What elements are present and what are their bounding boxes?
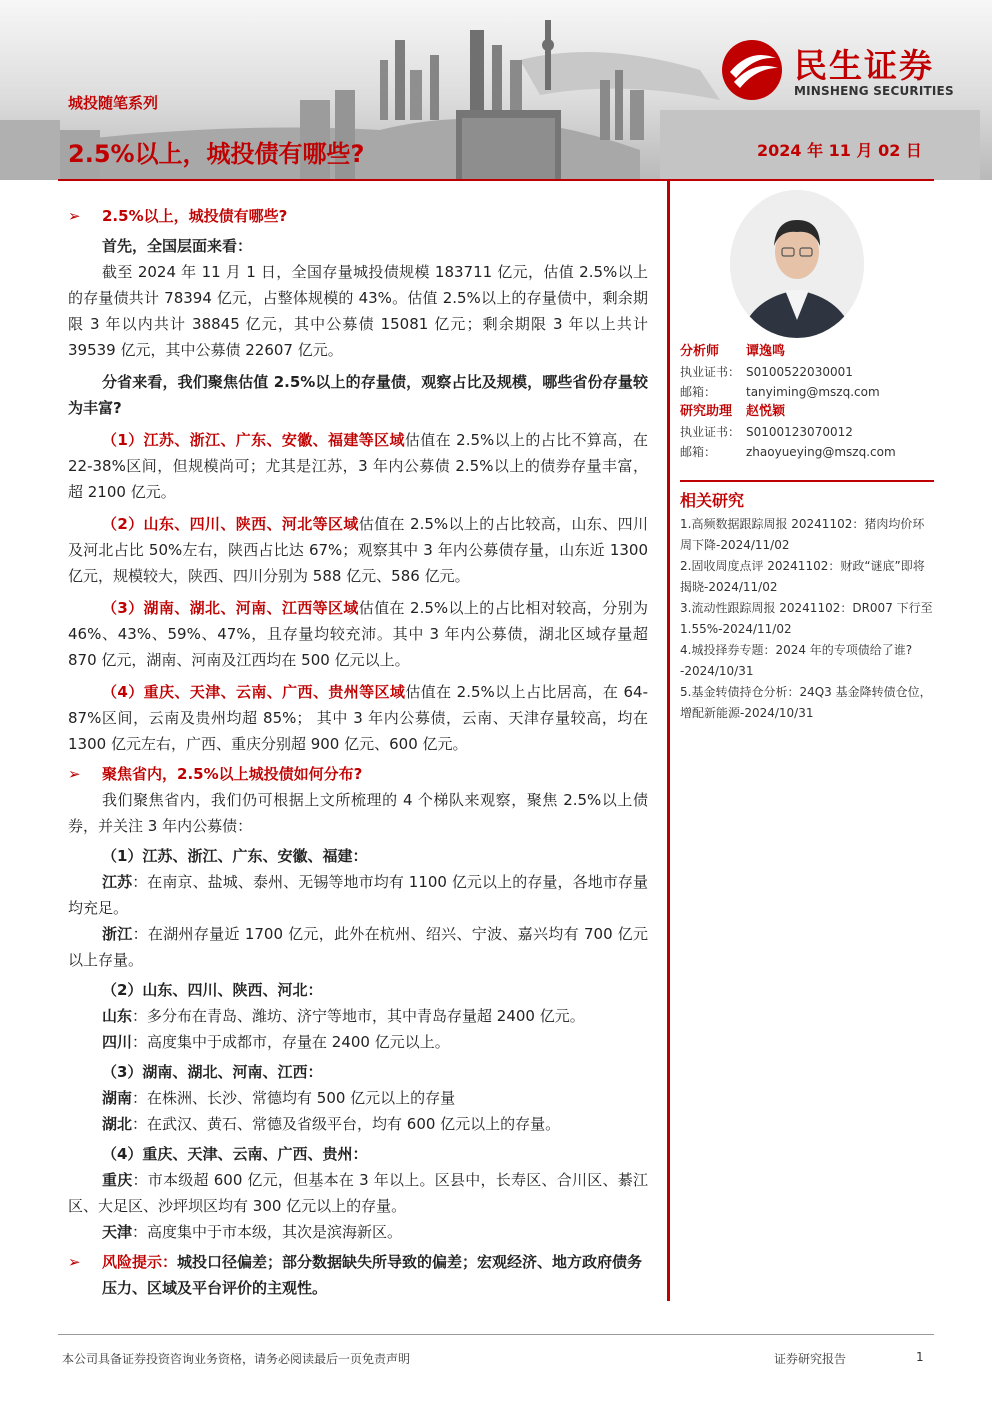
analyst-cert-row <box>680 362 934 382</box>
risk-warning: ➢ 风险提示：城投口径偏差；部分数据缺失所导致的偏差；宏观经济、地方政府债务压力、区域及平台评价的主观性。 <box>68 1249 648 1301</box>
subheading-tier-2: （2）山东、四川、陕西、河北： <box>102 981 323 999</box>
analyst-name: 谭逸鸣 <box>746 344 786 359</box>
analyst-info <box>680 342 934 462</box>
subheading-tier-3: （3）湖南、湖北、河南、江西： <box>102 1063 323 1081</box>
analyst-photo <box>730 190 864 338</box>
paragraph-hunan: 湖南：在株洲、长沙、常德均有 500 亿元以上的存量 <box>102 1089 456 1107</box>
footer-divider <box>58 1334 934 1335</box>
paragraph-sichuan: 四川：高度集中于成都市，存量在 2400 亿元以上。 <box>102 1033 450 1051</box>
related-research-title: 相关研究 <box>680 491 745 510</box>
logo-mark-icon <box>720 38 788 106</box>
assistant-cert-row <box>680 422 934 442</box>
footer-disclaimer: 本公司具备证券投资咨询业务资格，请务必阅读最后一页免责声明 <box>62 1352 411 1366</box>
header-divider <box>58 179 934 181</box>
logo-english-name: MINSHENG SECURITIES <box>794 84 954 98</box>
report-date: 2024 年 11 月 02 日 <box>757 141 922 160</box>
analyst-email-row <box>680 382 934 402</box>
analyst-row <box>680 342 934 362</box>
sidebar-divider <box>680 480 934 482</box>
paragraph-tianjin: 天津：高度集中于市本级，其次是滨海新区。 <box>102 1223 403 1241</box>
assistant-role: 研究助理 <box>680 404 733 419</box>
main-content <box>68 203 648 1301</box>
footer-report-type: 证券研究报告 <box>774 1352 847 1366</box>
email-label: 邮箱： <box>680 385 717 399</box>
assistant-cert: S0100123070012 <box>746 425 853 439</box>
paragraph-group-4: （4）重庆、天津、云南、广西、贵州等区域估值在 2.5%以上占比居高，在 64-87%区间，云南及贵州均超 85%； 其中 3 年内公募债，云南、天津存量较高，均在 1300 亿元左右，广西、重庆分别超 900 亿元、600 亿元。 <box>68 683 648 753</box>
analyst-role: 分析师 <box>680 344 720 359</box>
analyst-portrait-image <box>730 190 864 338</box>
paragraph-jiangsu: 江苏：在南京、盐城、泰州、无锡等地市均有 1100 亿元以上的存量，各地市存量均充足。 <box>68 873 648 917</box>
paragraph-shandong: 山东：多分布在青岛、潍坊、济宁等地市，其中青岛存量超 2400 亿元。 <box>102 1007 585 1025</box>
analyst-cert: S0100522030001 <box>746 365 853 379</box>
paragraph-province-intro: 分省来看，我们聚焦估值 2.5%以上的存量债，观察占比及规模，哪些省份存量较为丰富? <box>68 373 648 417</box>
paragraph-chongqing: 重庆：市本级超 600 亿元，但基本在 3 年以上。区县中，长寿区、合川区、綦江区、大足区、沙坪坝区均有 300 亿元以上的存量。 <box>68 1171 648 1215</box>
company-logo <box>720 38 970 106</box>
assistant-name: 赵悦颖 <box>746 404 786 419</box>
section-heading-1: ➢ 2.5%以上，城投债有哪些? <box>68 203 648 229</box>
page-number: 1 <box>916 1350 924 1364</box>
related-item[interactable]: 2.固收周度点评 20241102：财政“谜底”即将揭晓-2024/11/02 <box>680 559 925 594</box>
paragraph-national: 截至 2024 年 11 月 1 日，全国存量城投债规模 183711 亿元，估值 2.5%以上的存量债共计 78394 亿元，占整体规模的 43%。估值 2.5%以上的存量债中，剩余期限 3 年以内共计 38845 亿元，其中公募债 15081 亿元；剩余期限 3 年以上共计 39539 亿元，其中公募债 22607 亿元。 <box>68 263 648 359</box>
subheading-tier-1: （1）江苏、浙江、广东、安徽、福建： <box>102 847 368 865</box>
paragraph-group-3: （3）湖南、湖北、河南、江西等区域估值在 2.5%以上的占比相对较高，分别为 46%、43%、59%、47%，且存量均较充沛。其中 3 年内公募债，湖北区域存量超 870 亿元，湖南、河南及江西均在 500 亿元以上。 <box>68 599 648 669</box>
arrow-bullet-icon: ➢ <box>68 1253 81 1271</box>
report-series: 城投随笔系列 <box>68 94 159 112</box>
related-item[interactable]: 3.流动性跟踪周报 20241102：DR007 下行至 1.55%-2024/11/02 <box>680 601 933 636</box>
arrow-bullet-icon: ➢ <box>68 765 81 783</box>
column-divider <box>667 181 670 1301</box>
assistant-email[interactable]: zhaoyueying@mszq.com <box>746 445 896 459</box>
cert-label: 执业证书： <box>680 365 741 379</box>
related-item[interactable]: 1.高频数据跟踪周报 20241102：猪肉均价环周下降-2024/11/02 <box>680 517 925 552</box>
paragraph-group-2: （2）山东、四川、陕西、河北等区域估值在 2.5%以上的占比较高，山东、四川及河北占比 50%左右，陕西占比达 67%；观察其中 3 年内公募债存量，山东近 1300 亿元，规模较大，陕西、四川分别为 588 亿元、586 亿元。 <box>68 515 648 585</box>
logo-chinese-name: 民生证券 <box>794 46 934 85</box>
arrow-bullet-icon: ➢ <box>68 207 81 225</box>
related-item[interactable]: 5.基金转债持仓分析：24Q3 基金降转债仓位，增配新能源-2024/10/31 <box>680 685 932 720</box>
paragraph-zhejiang: 浙江：在湖州存量近 1700 亿元，此外在杭州、绍兴、宁波、嘉兴均有 700 亿元以上存量。 <box>68 925 648 969</box>
paragraph-group-1: （1）江苏、浙江、广东、安徽、福建等区域估值在 2.5%以上的占比不算高，在 22-38%区间，但规模尚可；尤其是江苏，3 年内公募债 2.5%以上的债券存量丰富，超 2100 亿元。 <box>68 431 648 501</box>
paragraph-lead: 首先，全国层面来看： <box>102 237 253 255</box>
assistant-row <box>680 402 934 422</box>
email-label: 邮箱： <box>680 445 717 459</box>
subheading-tier-4: （4）重庆、天津、云南、广西、贵州： <box>102 1145 368 1163</box>
analyst-email[interactable]: tanyiming@mszq.com <box>746 385 880 399</box>
section-heading-2: ➢ 聚焦省内，2.5%以上城投债如何分布? <box>68 761 648 787</box>
related-item[interactable]: 4.城投择券专题：2024 年的专项债给了谁?-2024/10/31 <box>680 643 913 678</box>
paragraph-hubei: 湖北：在武汉、黄石、常德及省级平台，均有 600 亿元以上的存量。 <box>102 1115 561 1133</box>
assistant-email-row <box>680 442 934 462</box>
paragraph-intra-province: 我们聚焦省内，我们仍可根据上文所梳理的 4 个梯队来观察，聚焦 2.5%以上债券，并关注 3 年内公募债： <box>68 791 648 835</box>
report-title: 2.5%以上，城投债有哪些? <box>68 140 365 168</box>
related-research-list <box>680 514 934 724</box>
cert-label: 执业证书： <box>680 425 741 439</box>
header-banner <box>0 0 992 180</box>
